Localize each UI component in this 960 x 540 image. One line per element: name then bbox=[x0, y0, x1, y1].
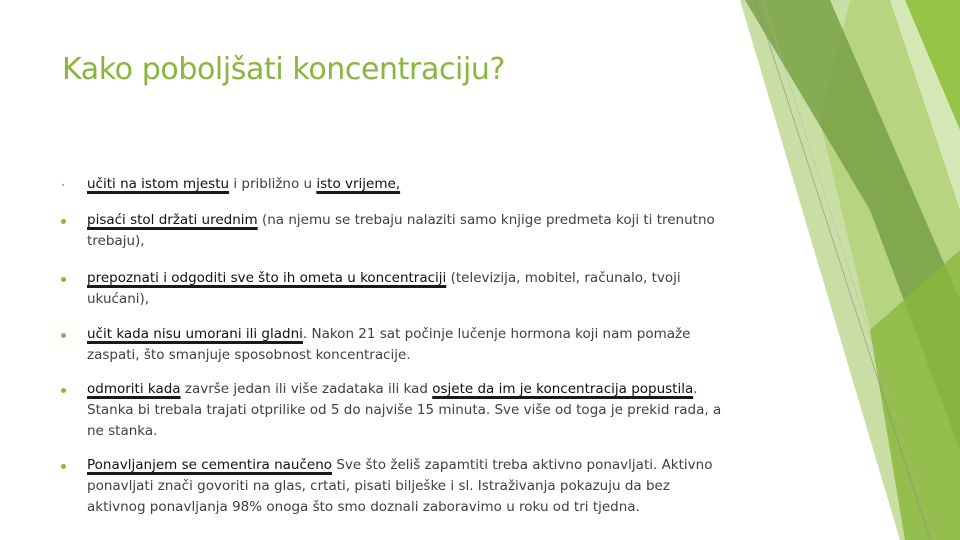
bullet-text bbox=[87, 210, 727, 252]
highlighted-phrase: Ponavljanjem se cementira naučeno bbox=[87, 457, 333, 473]
plain-text: završe jedan ili više zadataka ili kad bbox=[180, 381, 433, 397]
highlighted-phrase: učit kada nisu umorani ili gladni bbox=[87, 326, 303, 342]
bullet-text bbox=[87, 324, 727, 366]
plain-text: (na njemu se trebaju nalaziti samo knjige predmeta koji ti trenutno trebaju), bbox=[87, 212, 715, 249]
bullet-dot-icon bbox=[61, 219, 66, 224]
highlighted-phrase: pisaći stol držati urednim bbox=[87, 212, 258, 228]
highlighted-phrase: isto vrijeme, bbox=[316, 176, 401, 192]
highlighted-phrase: osjete da im je koncentracija popustila bbox=[432, 381, 694, 397]
plain-text: Sve što želiš zapamtiti treba aktivno ponavljati. Aktivno ponavljati znači govoriti na glas, crtati, pisati bilješke i sl. Istraživanja pokazuju da bez aktivnog ponavljanja 98% onoga što smo doznali zaboravimo u roku od tri tjedna. bbox=[87, 457, 713, 515]
bullet-dot-icon bbox=[61, 464, 66, 469]
bullet-text bbox=[87, 174, 727, 195]
slide-title: Kako poboljšati koncentraciju? bbox=[62, 52, 506, 87]
bullet-dot-icon bbox=[61, 277, 66, 282]
highlighted-phrase: prepoznati i odgoditi sve što ih ometa u koncentraciji bbox=[87, 270, 447, 286]
bullet-dot-icon bbox=[61, 388, 66, 393]
bullet-dot-icon bbox=[61, 333, 66, 338]
bullet-text bbox=[87, 455, 727, 518]
bullet-text bbox=[87, 268, 727, 310]
plain-text: i približno u bbox=[229, 176, 317, 192]
highlighted-phrase: učiti na istom mjestu bbox=[87, 176, 230, 192]
plain-text: . Nakon 21 sat počinje lučenje hormona koji nam pomaže zaspati, što smanjuje sposobnost koncentracije. bbox=[87, 326, 691, 363]
plain-text: (televizija, mobitel, računalo, tvoji ukućani), bbox=[87, 270, 681, 307]
bullet-dot-icon bbox=[62, 184, 64, 186]
highlighted-phrase: odmoriti kada bbox=[87, 381, 181, 397]
bullet-text bbox=[87, 379, 727, 442]
plain-text: . Stanka bi trebala trajati otprilike od 5 do najviše 15 minuta. Sve više od toga je prekid rada, a ne stanka. bbox=[87, 381, 722, 439]
